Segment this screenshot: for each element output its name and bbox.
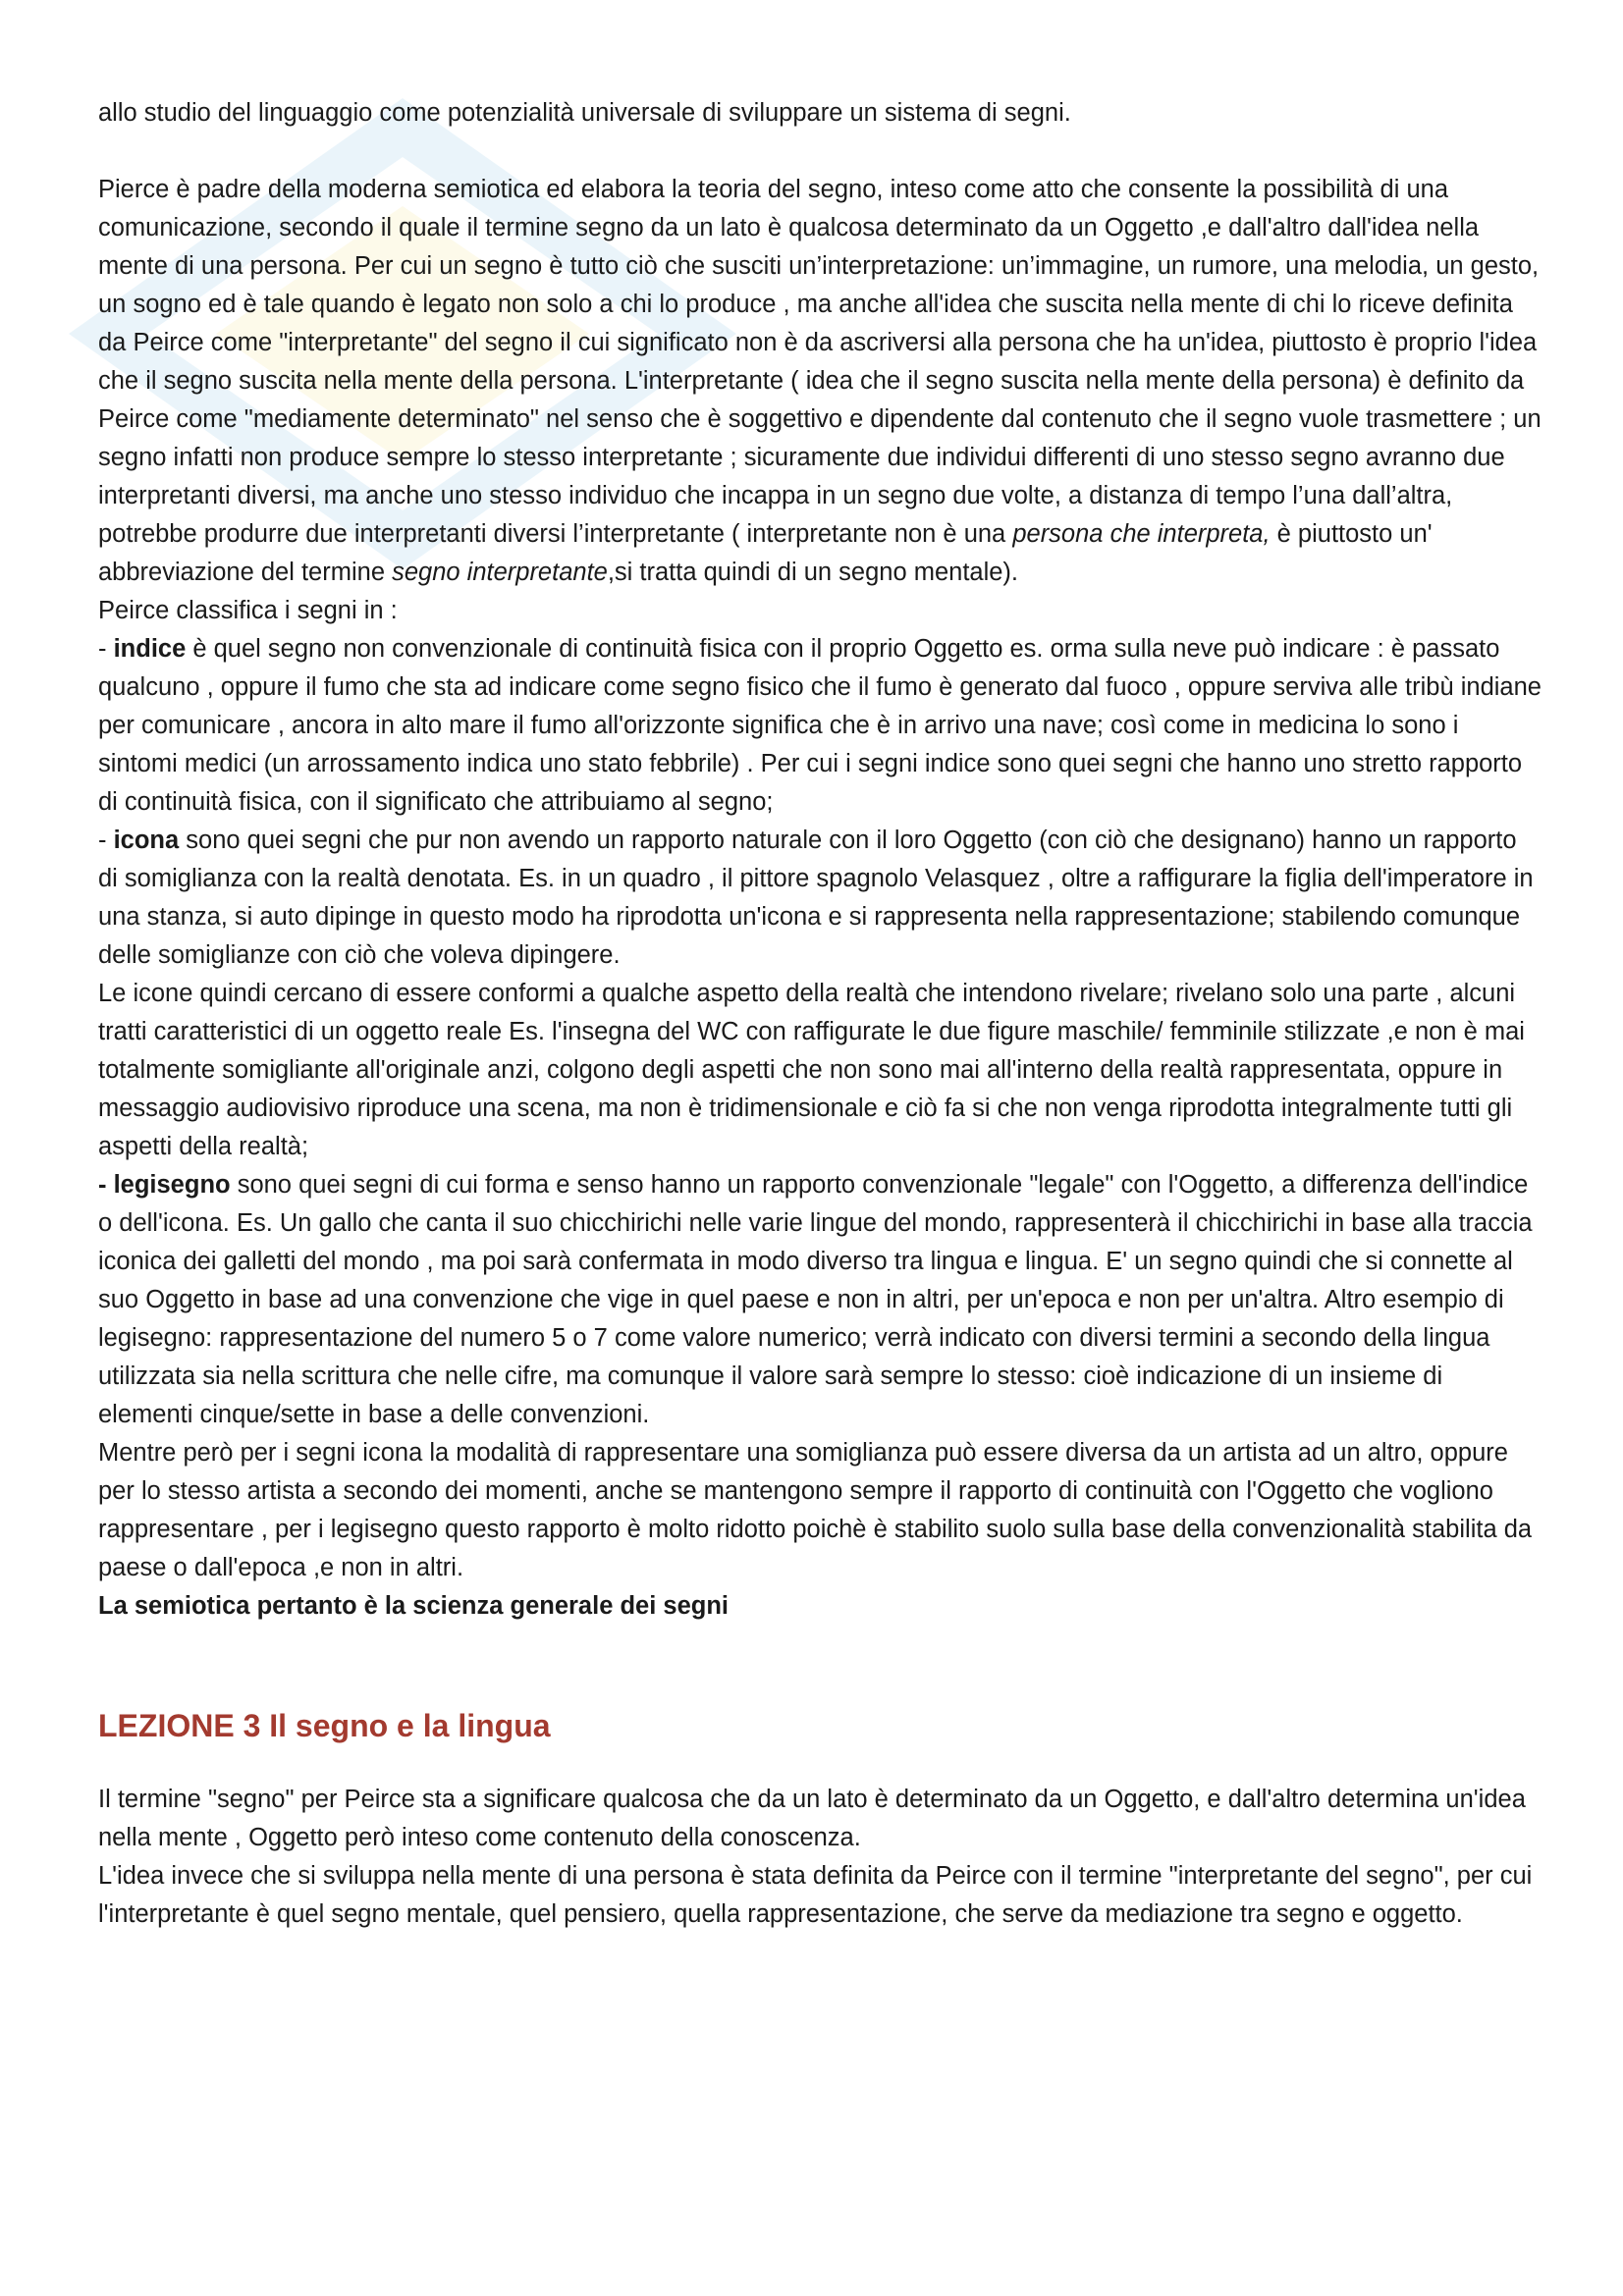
term-legisegno: - legisegno bbox=[98, 1171, 231, 1199]
paragraph-indice: - indice è quel segno non convenzionale di continuità fisica con il proprio Oggetto es. orma sulla neve può indicare : è passato qualcuno , oppure il fumo che sta ad indicare come segno fisico che il fumo è generato dal fuoco , oppure serviva alle tribù indiane per comunicare , ancora in alto mare il fumo all'orizzonte significa che è in arrivo una nave; così come in medicina lo sono i sintomi medici (un arrossamento indica uno stato febbrile) . Per cui i segni indice sono quei segni che hanno uno stretto rapporto di continuità fisica, con il significato che attribuiamo al segno; bbox=[98, 635, 1542, 816]
paragraph-intro: allo studio del linguaggio come potenzialità universale di sviluppare un sistema di segni. bbox=[98, 99, 1071, 127]
section-heading: LEZIONE 3 Il segno e la lingua bbox=[98, 1708, 551, 1743]
paragraph-lezione3-1: Il termine "segno" per Peirce sta a significare qualcosa che da un lato è determinato da un Oggetto, e dall'altro determina un'idea nella mente , Oggetto però inteso come contenuto della conoscenza. bbox=[98, 1786, 1526, 1851]
paragraph-pierce: Pierce è padre della moderna semiotica ed elabora la teoria del segno, inteso come atto che consente la possibilità di una comunicazione, secondo il quale il termine segno da un lato è qualcosa determinato da un Oggetto ,e dall'altro dall'idea nella mente di una persona. Per cui un segno è tutto ciò che susciti un’interpretazione: un’immagine, un rumore, una melodia, un gesto, un sogno ed è tale quando è legato non solo a chi lo produce , ma anche all'idea che suscita nella mente di chi lo riceve definita da Peirce come "interpretante" del segno il cui significato non è da ascriversi alla persona che ha un'idea, piuttosto è proprio l'idea che il segno suscita nella mente della persona. L'interpretante ( idea che il segno suscita nella mente della persona) è definito da Peirce come "mediamente determinato" nel senso che è soggettivo e dipendente dal contenuto che il segno vuole trasmettere ; un segno infatti non produce sempre lo stesso interpretante ; sicuramente due individui differenti di uno stesso segno avranno due interpretanti diversi, ma anche uno stesso individuo che incappa in un segno due volte, a distanza di tempo l’una dall’altra, potrebbe produrre due interpretanti diversi l’interpretante ( interpretante non è una persona che interpreta, è piuttosto un' abbreviazione del termine segno interpretante,si tratta quindi di un segno mentale). bbox=[98, 176, 1542, 586]
paragraph-legisegno: - legisegno sono quei segni di cui forma e senso hanno un rapporto convenzionale "legale" con l'Oggetto, a differenza dell'indice o dell'icona. Es. Un gallo che canta il suo chicchirichi nelle varie lingue del mondo, rappresenterà il chicchirichi in base alla traccia iconica dei galletti del mondo , ma poi sarà confermata in modo diverso tra lingua e lingua. E' un segno quindi che si connette al suo Oggetto in base ad una convenzione che vige in quel paese e non in altri, per un'epoca e non per un'altra. Altro esempio di legisegno: rappresentazione del numero 5 o 7 come valore numerico; verrà indicato con diversi termini a secondo della lingua utilizzata sia nella scrittura che nelle cifre, ma comunque il valore sarà sempre lo stesso: cioè indicazione di un insieme di elementi cinque/sette in base a delle convenzioni. bbox=[98, 1171, 1533, 1428]
paragraph-classification: Peirce classifica i segni in : bbox=[98, 597, 398, 624]
paragraph-lezione3-2: L'idea invece che si sviluppa nella mente di una persona è stata definita da Peirce con il termine "interpretante del segno", per cui l'interpretante è quel segno mentale, quel pensiero, quella rappresentazione, che serve da mediazione tra segno e oggetto. bbox=[98, 1862, 1533, 1928]
document-page bbox=[98, 94, 1542, 1934]
paragraph-icona: - icona sono quei segni che pur non avendo un rapporto naturale con il loro Oggetto (con ciò che designano) hanno un rapporto di somiglianza con la realtà denotata. Es. in un quadro , il pittore spagnolo Velasquez , oltre a raffigurare la figlia dell'imperatore in una stanza, si auto dipinge in questo modo ha riprodotta un'icona e si rappresenta nella rappresentazione; stabilendo comunque delle somiglianze con ciò che voleva dipingere. bbox=[98, 827, 1534, 969]
paragraph-mentre: Mentre però per i segni icona la modalità di rappresentare una somiglianza può essere diversa da un artista ad un altro, oppure per lo stesso artista a secondo dei momenti, anche se mantengono sempre il rapporto di continuità con l'Oggetto che vogliono rappresentare , per i legisegno questo rapporto è molto ridotto poichè è stabilito suolo sulla base della convenzionalità stabilita da paese o dall'epoca ,e non in altri. bbox=[98, 1439, 1533, 1581]
term-indice: indice bbox=[113, 635, 187, 663]
paragraph-icone: Le icone quindi cercano di essere conformi a qualche aspetto della realtà che intendono rivelare; rivelano solo una parte , alcuni tratti caratteristici di un oggetto reale Es. l'insegna del WC con raffigurate le due figure maschile/ femminile stilizzate ,e non è mai totalmente somigliante all'originale anzi, colgono degli aspetti che non sono mai all'interno della realtà rappresentata, oppure in messaggio audiovisivo riproduce una scena, ma non è tridimensionale e ciò fa si che non venga riprodotta integralmente tutti gli aspetti della realtà; bbox=[98, 980, 1525, 1160]
term-icona: icona bbox=[113, 827, 180, 854]
paragraph-conclusion: La semiotica pertanto è la scienza generale dei segni bbox=[98, 1592, 729, 1620]
